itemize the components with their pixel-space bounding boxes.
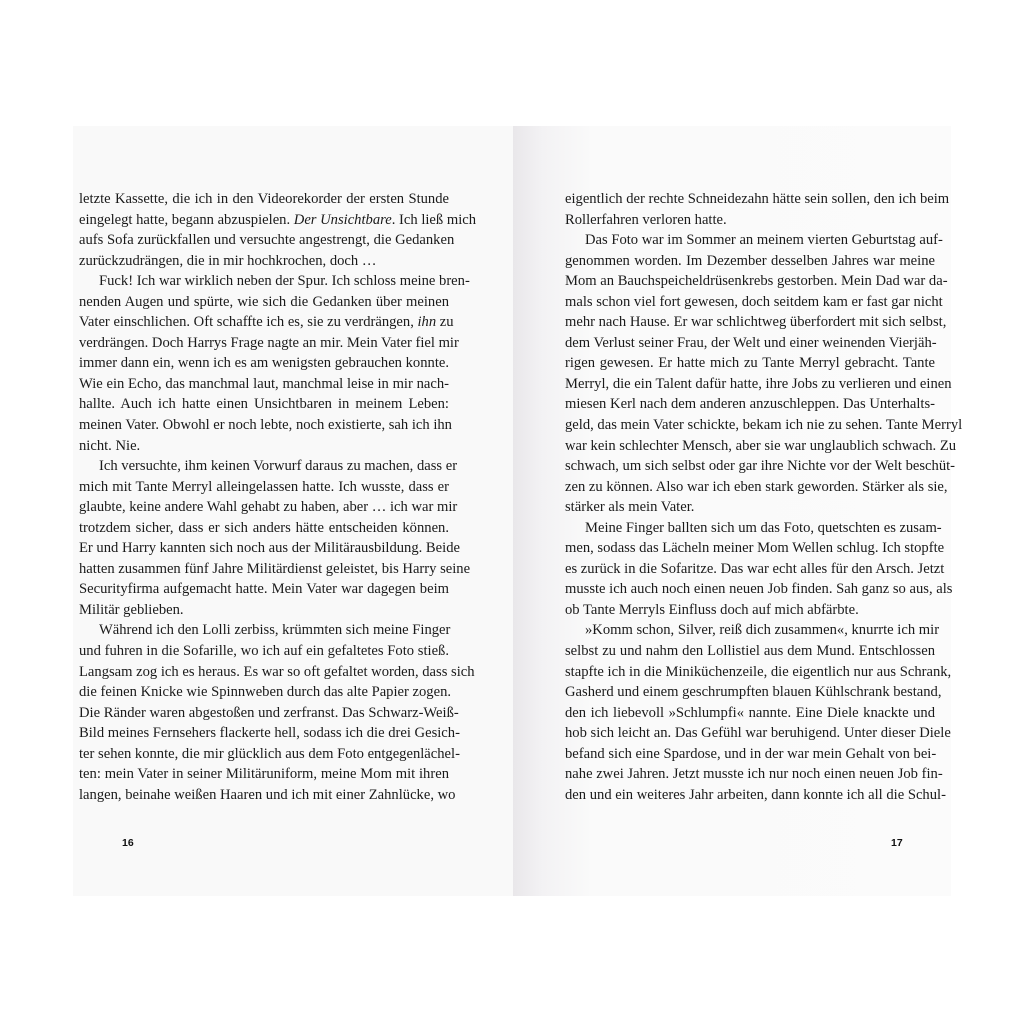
line-text: nenden Augen und spürte, wie sich die Gedanken über meinen — [79, 293, 449, 310]
text-line — [565, 579, 953, 600]
text-line — [565, 271, 948, 292]
line-text: immer dann ein, wenn ich es am wenigsten gebrauchen konnte. — [79, 355, 449, 372]
text-line — [565, 436, 957, 457]
line-text: Rollerfahren verloren hatte. — [565, 211, 727, 228]
text-line — [79, 189, 449, 210]
right-page — [513, 126, 963, 896]
text-line — [79, 477, 449, 498]
line-text: den und ein weiteres Jahr arbeiten, dann konnte ich all die Schul- — [565, 786, 946, 803]
line-text: langen, beinahe weißen Haaren und ich mit einer Zahnlücke, wo — [79, 786, 456, 803]
line-text: Die Ränder waren abgestoßen und zerfranst. Das Schwarz-Weiß- — [79, 704, 459, 721]
line-text: mals schon viel fort gewesen, doch seitdem kam er fast gar nicht — [565, 293, 943, 310]
line-text: zen zu können. Also war ich eben stark geworden. Stärker als sie, — [565, 478, 948, 495]
text-line — [565, 600, 935, 621]
line-text: mich mit Tante Merryl alleingelassen hatte. Ich wusste, dass er — [79, 478, 449, 495]
text-line — [565, 703, 935, 724]
line-text: ob Tante Merryls Einfluss doch auf mich abfärbte. — [565, 601, 859, 618]
text-line — [79, 662, 475, 683]
text-line — [565, 394, 935, 415]
line-text: eigentlich der rechte Schneidezahn hätte sein sollen, den ich beim — [565, 191, 950, 207]
text-line — [79, 456, 458, 477]
text-line — [79, 764, 449, 785]
text-line — [565, 415, 963, 436]
text-line — [79, 251, 449, 272]
line-text: aufs Sofa zurückfallen und versuchte angestrengt, die Gedanken — [79, 232, 455, 249]
line-text: es zurück in die Sofaritze. Das war echt alles für den Arsch. Jetzt — [565, 560, 945, 577]
line-text: schwach, um sich selbst oder gar ihre Nichte vor der Welt beschüt- — [565, 458, 956, 475]
text-line — [565, 456, 956, 477]
line-text: ter sehen konnte, die mir glücklich aus dem Foto entgegenlächel- — [79, 745, 460, 762]
text-line — [565, 477, 948, 498]
line-text: hallte. Auch ich hatte einen Unsichtbaren in meinem Leben: — [79, 396, 449, 413]
line-text: hatten zusammen fünf Jahre Militärdienst geleistet, bis Harry seine — [79, 560, 471, 577]
line-text: hob sich leicht an. Das Gefühl war beruhigend. Unter dieser Diele — [565, 725, 951, 742]
text-line — [565, 723, 951, 744]
line-text: miesen Kerl nach dem anderen anzuschleppen. Das Unterhalts- — [565, 396, 935, 413]
text-line — [565, 662, 952, 683]
text-line — [79, 600, 449, 621]
line-text: den ich liebevoll »Schlumpfi« nannte. Eine Diele knackte und — [565, 704, 935, 721]
line-text: Ich versuchte, ihm keinen Vorwurf daraus zu machen, dass er — [99, 458, 458, 475]
text-line — [565, 538, 945, 559]
line-text: men, sodass das Lächeln meiner Mom Wellen schlug. Ich stopfte — [565, 540, 945, 557]
text-line — [565, 374, 952, 395]
text-line — [79, 538, 460, 559]
line-text: trotzdem sicher, dass er sich anders hätte entscheiden können. — [79, 519, 449, 536]
text-line — [565, 210, 935, 231]
line-text: die feinen Knicke wie Spinnweben durch das alte Papier zogen. — [79, 684, 452, 701]
line-text: geld, das mein Vater schickte, bekam ich nie zu sehen. Tante Merryl — [565, 417, 963, 434]
line-text: verdrängen. Doch Harrys Frage nagte an mir. Mein Vater fiel mir — [79, 334, 459, 351]
text-line — [565, 312, 947, 333]
line-text: stapfte ich in die Miniküchenzeile, die eigentlich nur aus Schrank, — [565, 663, 952, 680]
line-text: zurückzudrängen, die in mir hochkrochen, doch … — [79, 252, 377, 269]
text-line — [565, 497, 935, 518]
text-line — [79, 641, 449, 662]
line-text: musste ich auch noch einen neuen Job finden. Sah ganz so aus, als — [565, 581, 953, 598]
line-text: Merryl, die ein Talent dafür hatte, ihre Jobs zu verlieren und einen — [565, 375, 952, 392]
line-text: Bild meines Fernsehers flackerte hell, sodass ich die drei Gesich- — [79, 725, 460, 742]
line-text: letzte Kassette, die ich in den Videorekorder der ersten Stunde — [79, 191, 449, 207]
text-line — [79, 744, 460, 765]
text-line — [79, 292, 449, 313]
line-text: Er und Harry kannten sich noch aus der Militärausbildung. Beide — [79, 540, 460, 557]
line-text: Das Foto war im Sommer an meinem vierten Geburtstag auf- — [585, 232, 943, 249]
line-text: glaubte, keine andere Wahl gehabt zu haben, aber … ich war mir — [79, 499, 458, 516]
line-text: selbst zu und nahm den Lollistiel aus dem Mund. Entschlossen — [565, 643, 935, 660]
text-line — [79, 374, 449, 395]
text-line — [79, 230, 455, 251]
line-text: Fuck! Ich war wirklich neben der Spur. Ich schloss meine bren- — [99, 273, 470, 290]
text-line — [79, 415, 452, 436]
text-line — [79, 620, 449, 641]
text-line — [565, 333, 935, 354]
text-line — [79, 518, 449, 539]
text-line — [79, 497, 458, 518]
right-page-text — [565, 189, 963, 805]
line-text: befand sich eine Spardose, und in der war mein Gehalt von bei- — [565, 745, 937, 762]
text-line — [565, 251, 935, 272]
text-line — [565, 641, 935, 662]
line-text: Langsam zog ich es heraus. Es war so oft gefaltet worden, dass sich — [79, 663, 475, 680]
text-line — [565, 189, 950, 210]
text-line — [79, 394, 449, 415]
text-line — [79, 271, 470, 292]
line-text: zu — [436, 314, 454, 331]
line-text: Militär geblieben. — [79, 601, 184, 618]
line-text: eingelegt hatte, begann abzuspielen. — [79, 211, 294, 228]
text-line — [79, 210, 477, 231]
line-text: genommen worden. Im Dezember desselben Jahres war meine — [565, 252, 935, 269]
text-line — [565, 744, 935, 765]
line-text: Gasherd und einem geschrumpften blauen Kühlschrank bestand, — [565, 684, 942, 701]
line-text: Mom an Bauchspeicheldrüsenkrebs gestorben. Mein Dad war da- — [565, 273, 948, 290]
line-text: Meine Finger ballten sich um das Foto, quetschten es zusam- — [585, 519, 942, 536]
line-text: war kein schlechter Mensch, aber sie war unglaublich schwach. Zu — [565, 437, 957, 454]
line-text: dem Verlust seiner Frau, der Welt und einer weinenden Vierjäh- — [565, 334, 937, 351]
text-line — [79, 703, 459, 724]
text-line — [565, 682, 942, 703]
line-text: Wie ein Echo, das manchmal laut, manchmal leise in mir nach- — [79, 375, 449, 392]
line-text: ten: mein Vater in seiner Militäruniform, meine Mom mit ihren — [79, 766, 449, 783]
text-line — [565, 353, 935, 374]
right-page-number: 17 — [891, 837, 903, 849]
emphasized-text: ihn — [417, 314, 437, 331]
text-line — [79, 353, 449, 374]
text-line — [79, 579, 449, 600]
text-line — [79, 785, 456, 806]
left-page — [73, 126, 513, 896]
line-text: rigen gewesen. Er hatte mich zu Tante Merryl gebracht. Tante — [565, 355, 935, 372]
text-line — [79, 682, 452, 703]
text-line — [565, 559, 945, 580]
line-text: Securityfirma aufgemacht hatte. Mein Vater war dagegen beim — [79, 581, 449, 598]
line-text: meinen Vater. Obwohl er noch lebte, noch existierte, sah ich ihn — [79, 417, 452, 434]
line-text: nahe zwei Jahren. Jetzt musste ich nur noch einen neuen Job fin- — [565, 766, 943, 783]
line-text: und fuhren in die Sofarille, wo ich auf ein gefaltetes Foto stieß. — [79, 643, 449, 660]
line-text: . Ich ließ mich — [391, 211, 477, 228]
text-line — [79, 312, 454, 333]
text-line — [79, 559, 471, 580]
text-line — [565, 230, 943, 251]
text-line — [79, 723, 460, 744]
text-line — [565, 620, 940, 641]
line-text: »Komm schon, Silver, reiß dich zusammen«, knurrte ich mir — [585, 622, 940, 639]
line-text: Vater einschlichen. Oft schaffte ich es, sie zu verdrängen, — [79, 314, 418, 331]
book-spread — [73, 126, 963, 896]
text-line — [565, 764, 943, 785]
line-text: stärker als mein Vater. — [565, 499, 695, 516]
line-text: nicht. Nie. — [79, 437, 141, 454]
left-page-text — [79, 189, 477, 805]
text-line — [565, 785, 946, 806]
emphasized-text: Der Unsichtbare — [293, 211, 392, 228]
left-page-number: 16 — [122, 837, 134, 849]
text-line — [79, 436, 449, 457]
text-line — [565, 518, 942, 539]
text-line — [79, 333, 459, 354]
line-text: mehr nach Hause. Er war schlichtweg überfordert mit sich selbst, — [565, 314, 947, 331]
text-line — [565, 292, 943, 313]
line-text: Während ich den Lolli zerbiss, krümmten sich meine Finger — [99, 622, 451, 639]
